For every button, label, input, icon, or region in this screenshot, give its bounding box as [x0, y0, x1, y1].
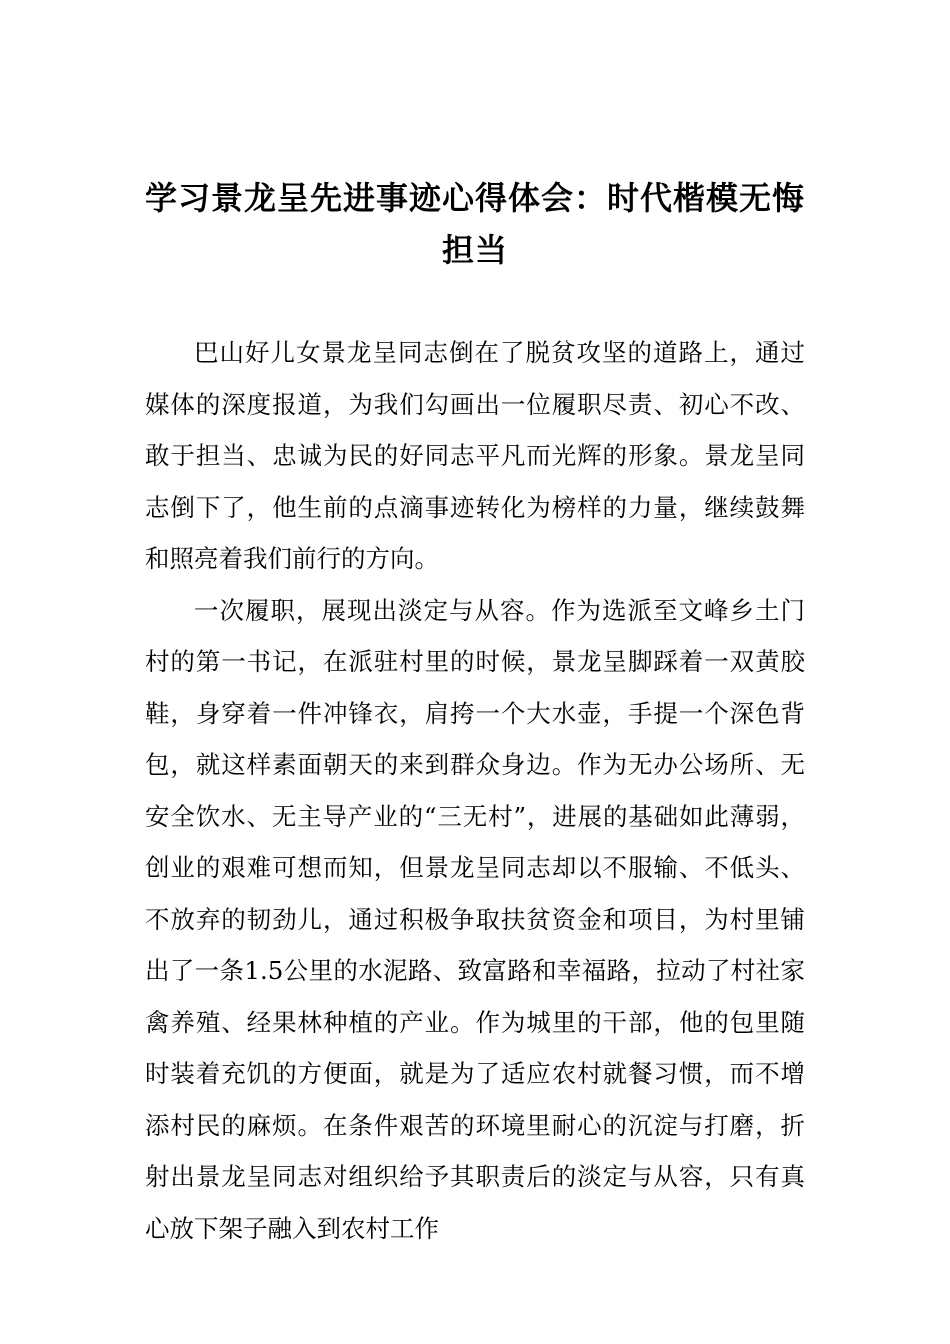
- paragraph-2: 一次履职，展现出淡定与从容。作为选派至文峰乡土门村的第一书记，在派驻村里的时候，景龙呈脚踩着一双黄胶鞋，身穿着一件冲锋衣，肩挎一个大水壶，手提一个深色背包，就这样素面朝天的来到群众身边。作为无办公场所、无安全饮水、无主导产业的“三无村”，进展的基础如此薄弱，创业的艰难可想而知，但景龙呈同志却以不服输、不低头、不放弃的韧劲儿，通过积极争取扶贫资金和项目，为村里铺出了一条1.5公里的水泥路、致富路和幸福路，拉动了村社家禽养殖、经果林种植的产业。作为城里的干部，他的包里随时装着充饥的方便面，就是为了适应农村就餐习惯，而不增添村民的麻烦。在条件艰苦的环境里耐心的沉淀与打磨，折射出景龙呈同志对组织给予其职责后的淡定与从容，只有真心放下架子融入到农村工作: [145, 595, 805, 1243]
- document-body: [145, 327, 805, 1254]
- document-title: 学习景龙呈先进事迹心得体会：时代楷模无悔担当: [144, 179, 805, 269]
- paragraph-1: 巴山好儿女景龙呈同志倒在了脱贫攻坚的道路上，通过媒体的深度报道，为我们勾画出一位履职尽责、初心不改、敢于担当、忠诚为民的好同志平凡而光辉的形象。景龙呈同志倒下了，他生前的点滴事迹转化为榜样的力量，继续鼓舞和照亮着我们前行的方向。: [145, 338, 805, 573]
